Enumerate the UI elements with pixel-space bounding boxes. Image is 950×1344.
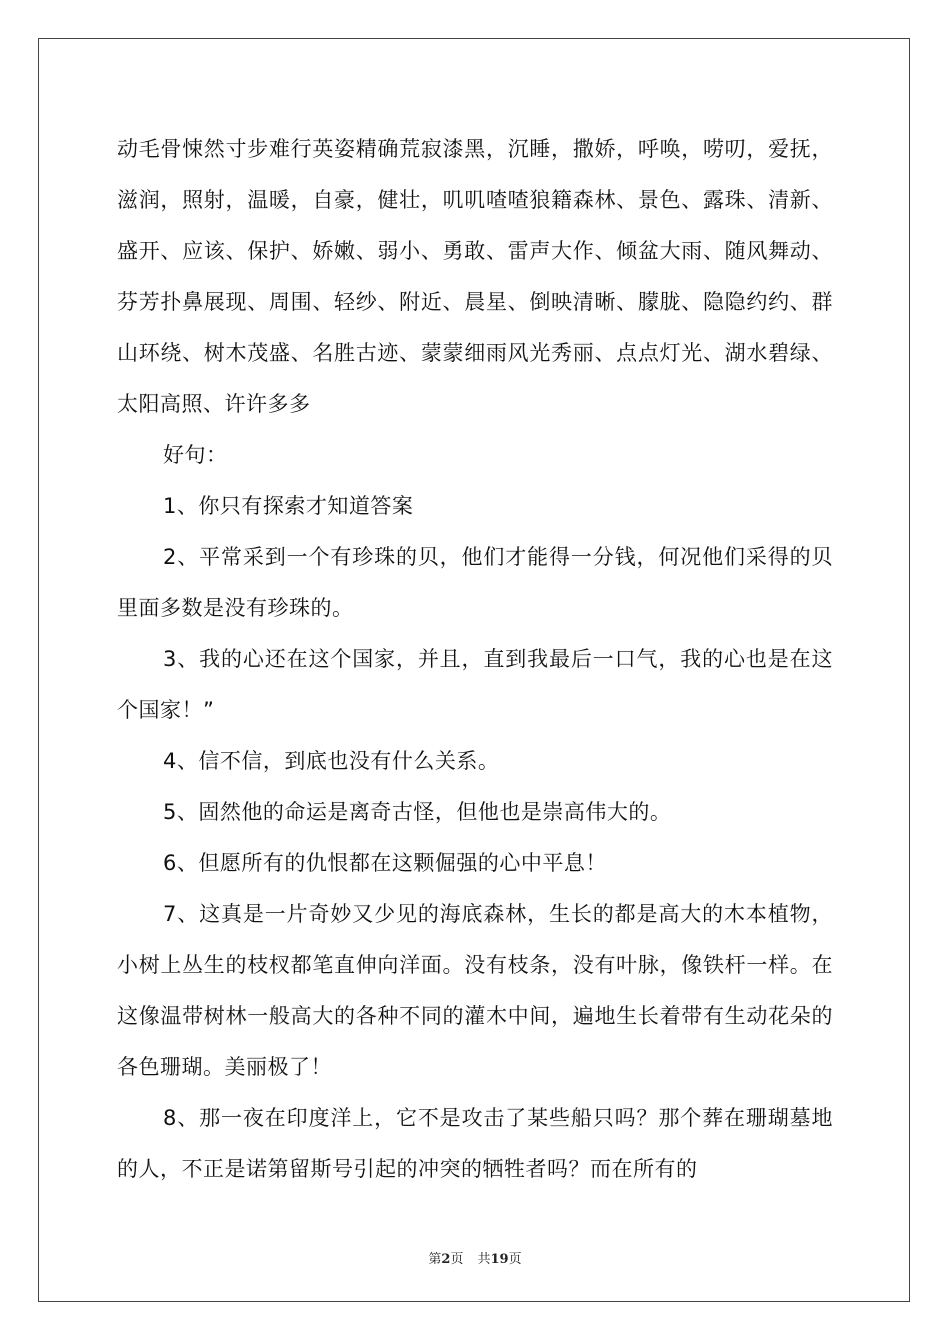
vocabulary-paragraph: 动毛骨悚然寸步难行英姿精确荒寂漆黑，沉睡，撒娇，呼唤，唠叨，爱抚，滋润，照射，温暖，自豪，健壮，叽叽喳喳狼籍森林、景色、露珠、清新、盛开、应该、保护、娇嫩、弱小、勇敢、雷声大作、倾盆大雨、随风舞动、芬芳扑鼻展现、周围、轻纱、附近、晨星、倒映清晰、朦胧、隐隐约约、群山环绕、树木茂盛、名胜古迹、蒙蒙细雨风光秀丽、点点灯光、湖水碧绿、太阳高照、许许多多 (117, 137, 833, 416)
sentence-item-3: 3、我的心还在这个国家，并且，直到我最后一口气，我的心也是在这个国家！” (117, 647, 833, 722)
sentence-item-8: 8、那一夜在印度洋上，它不是攻击了某些船只吗？那个葬在珊瑚墓地的人，不正是诺第留斯号引起的冲突的牺牲者吗？而在所有的 (117, 1106, 833, 1181)
page-number: 第2页 (428, 1252, 464, 1267)
sentence-item-5: 5、固然他的命运是离奇古怪，但他也是崇高伟大的。 (163, 800, 672, 824)
sentence-item-1: 1、你只有探索才知道答案 (163, 494, 414, 518)
section-heading-good-sentences: 好句： (163, 443, 228, 467)
document-body (117, 124, 833, 1195)
sentence-item-7: 7、这真是一片奇妙又少见的海底森林，生长的都是高大的木本植物，小树上丛生的枝杈都笔直伸向洋面。没有枝条，没有叶脉，像铁杆一样。在这像温带树林一般高大的各种不同的灌木中间，遍地生长着带有生动花朵的各色珊瑚。美丽极了！ (117, 902, 833, 1079)
sentence-item-2: 2、平常采到一个有珍珠的贝，他们才能得一分钱，何况他们采得的贝里面多数是没有珍珠的。 (117, 545, 833, 620)
sentence-item-6: 6、但愿所有的仇恨都在这颗倔强的心中平息！ (163, 851, 607, 875)
page-footer (0, 1248, 950, 1267)
sentence-item-4: 4、信不信，到底也没有什么关系。 (163, 749, 500, 773)
page-total: 共19页 (477, 1252, 522, 1267)
